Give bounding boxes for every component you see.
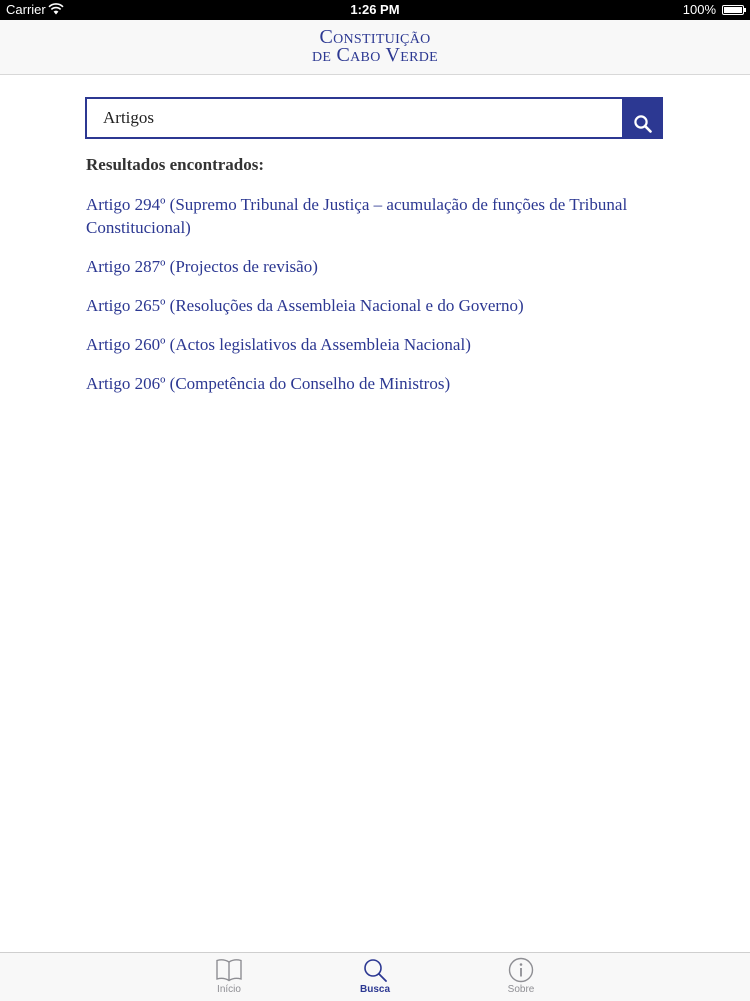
search-input[interactable] — [85, 97, 623, 139]
app-title-line-1: Constituição — [319, 26, 431, 48]
tab-label: Busca — [359, 984, 390, 995]
status-bar — [0, 0, 750, 20]
search-button[interactable] — [622, 97, 663, 139]
tab-bar — [0, 952, 750, 1001]
tab-busca[interactable] — [335, 957, 415, 1001]
tab-label: Início — [217, 984, 241, 995]
book-icon — [215, 957, 243, 983]
app-title — [0, 28, 750, 64]
tab-label: Sobre — [507, 984, 535, 995]
results-list — [86, 193, 656, 411]
search-icon — [361, 957, 389, 983]
result-link[interactable]: Artigo 287º (Projectos de revisão) — [86, 257, 318, 276]
result-link[interactable]: Artigo 206º (Competência do Conselho de Ministros) — [86, 374, 451, 393]
battery-percentage: 100% — [682, 2, 716, 17]
result-link[interactable]: Artigo 260º (Actos legislativos da Assembleia Nacional) — [86, 335, 471, 354]
battery-icon — [722, 5, 744, 15]
search-bar — [85, 97, 663, 139]
tab-sobre[interactable] — [481, 957, 561, 1001]
navigation-bar — [0, 20, 750, 75]
info-icon — [507, 957, 535, 983]
clock: 1:26 PM — [350, 2, 400, 17]
tab-inicio[interactable] — [189, 957, 269, 1001]
search-icon — [633, 114, 653, 134]
carrier-label: Carrier — [6, 2, 46, 17]
result-link[interactable]: Artigo 265º (Resoluções da Assembleia Nacional e do Governo) — [86, 296, 524, 315]
app-title-line-2: de Cabo Verde — [311, 44, 439, 66]
result-link[interactable]: Artigo 294º (Supremo Tribunal de Justiça – acumulação de funções de Tribunal Constitucional) — [86, 195, 628, 237]
results-heading: Resultados encontrados: — [86, 155, 265, 174]
